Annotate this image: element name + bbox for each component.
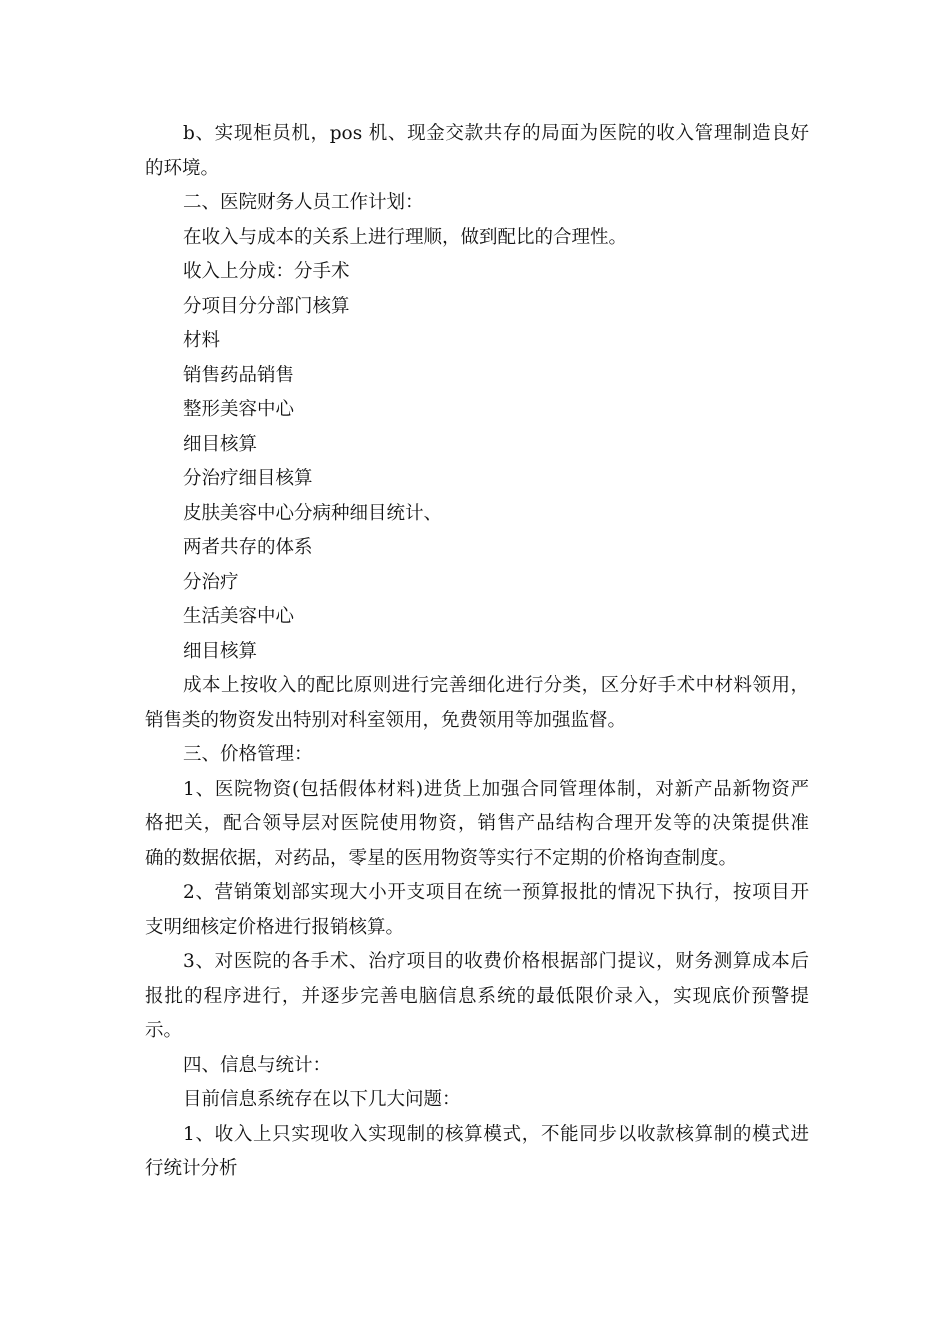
text-line: 1、收入上只实现收入实现制的核算模式，不能同步以收款核算制的模式进	[183, 1123, 809, 1145]
section-heading: 二、医院财务人员工作计划：	[183, 192, 424, 213]
text-line: 销售药品销售	[183, 364, 295, 386]
text-line: 整形美容中心	[183, 399, 295, 420]
text-line: 在收入与成本的关系上进行理顺，做到配比的合理性。	[183, 226, 628, 248]
text-line: 3、对医院的各手术、治疗项目的收费价格根据部门提议，财务测算成本后	[183, 951, 809, 972]
text-line: 成本上按收入的配比原则进行完善细化进行分类，区分好手术中材料领用，	[183, 675, 809, 696]
text-line: 1、医院物资(包括假体材料)进货上加强合同管理体制，对新产品新物资严	[183, 778, 809, 800]
text-line: 目前信息系统存在以下几大问题：	[183, 1089, 461, 1110]
text-line: 2、营销策划部实现大小开支项目在统一预算报批的情况下执行，按项目开	[183, 882, 809, 903]
text-line: 格把关，配合领导层对医院使用物资，销售产品结构合理开发等的决策提供准	[145, 813, 809, 834]
text-line: 示。	[145, 1020, 183, 1041]
text-line: 收入上分成：分手术	[183, 261, 350, 282]
text-line: 分治疗	[183, 571, 239, 593]
text-line: 支明细核定价格进行报销核算。	[145, 916, 405, 938]
text-line: 细目核算	[183, 640, 258, 662]
text-line: 材料	[183, 330, 221, 351]
text-line: 报批的程序进行，并逐步完善电脑信息系统的最低限价录入，实现底价预警提	[145, 985, 809, 1007]
text-line: 销售类的物资发出特别对科室领用，免费领用等加强监督。	[145, 709, 627, 731]
text-line: 细目核算	[183, 433, 258, 455]
section-heading: 三、价格管理：	[183, 744, 313, 765]
text-line: 分项目分分部门核算	[183, 295, 350, 317]
text-line: b、实现柜员机，pos 机、现金交款共存的局面为医院的收入管理制造良好	[183, 123, 809, 144]
text-line: 的环境。	[145, 157, 220, 179]
document-body	[145, 117, 809, 1187]
text-line: 分治疗细目核算	[183, 468, 313, 489]
text-line: 行统计分析	[145, 1158, 238, 1179]
section-heading: 四、信息与统计：	[183, 1054, 332, 1076]
text-line: 两者共存的体系	[183, 537, 313, 558]
text-line: 确的数据依据，对药品，零星的医用物资等实行不定期的价格询查制度。	[145, 847, 738, 869]
text-line: 皮肤美容中心分病种细目统计、	[183, 502, 443, 524]
text-line: 生活美容中心	[183, 606, 295, 627]
